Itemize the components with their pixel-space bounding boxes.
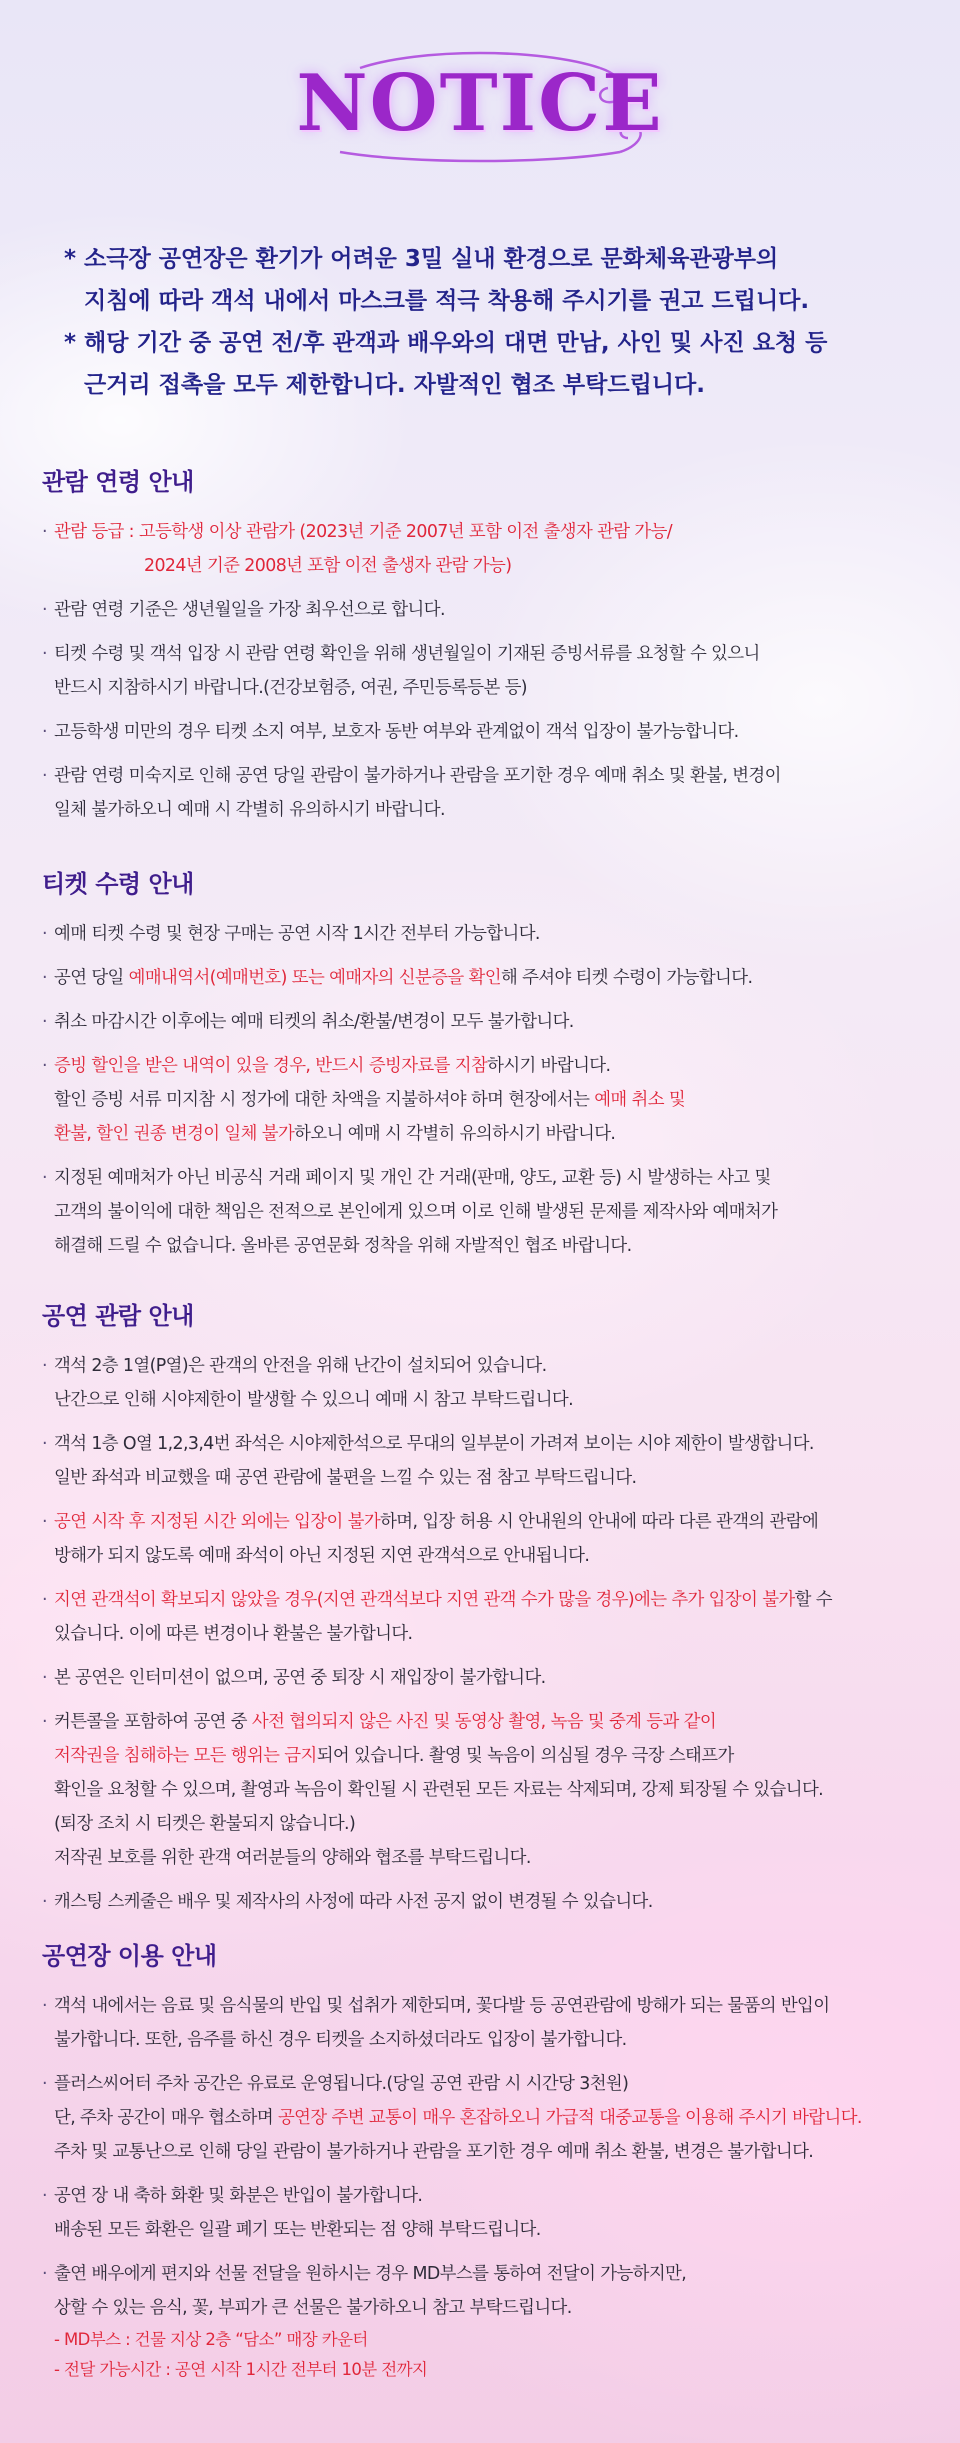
item-line: 상할 수 있는 음식, 꽃, 부피가 큰 선물은 불가하오니 참고 부탁드립니다. <box>54 2298 572 2318</box>
item-text: 하시기 바랍니다. <box>487 1056 611 1076</box>
item-line: · 객석 내에서는 음료 및 음식물의 반입 및 섭취가 제한되며, 꽃다발 등 공연관람에 방해가 되는 물품의 반입이 <box>54 1996 830 2016</box>
item-line: · 관람 연령 미숙지로 인해 공연 당일 관람이 불가하거나 관람을 포기한 경우 예매 취소 및 환불, 변경이 <box>54 766 781 786</box>
notice-line: 근거리 접촉을 모두 제한합니다. 자발적인 협조 부탁드립니다. <box>84 372 705 398</box>
item-text-highlight: 공연장 주변 교통이 매우 혼잡하오니 가급적 대중교통을 이용해 주시기 바랍니다. <box>277 2108 862 2128</box>
list-item <box>42 515 932 583</box>
list-item <box>42 2067 932 2169</box>
list-item <box>42 917 932 951</box>
list-item <box>42 637 932 705</box>
item-line: 2024년 기준 2008년 포함 이전 출생자 관람 가능) <box>144 556 512 576</box>
item-text-highlight: 공연 시작 후 지정된 시간 외에는 입장이 불가 <box>54 1512 381 1532</box>
item-line: · 출연 배우에게 편지와 선물 전달을 원하시는 경우 MD부스를 통하여 전달이 가능하지만, <box>54 2264 687 2284</box>
section-ticket-pickup <box>42 864 932 1273</box>
item-line: 고객의 불이익에 대한 책임은 전적으로 본인에게 있으며 이로 인해 발생된 문제를 제작사와 예매처가 <box>54 1202 778 1222</box>
list-item <box>42 1049 932 1151</box>
list-item <box>42 593 932 627</box>
item-line: · 지정된 예매처가 아닌 비공식 거래 페이지 및 개인 간 거래(판매, 양도, 교환 등) 시 발생하는 사고 및 <box>54 1168 771 1188</box>
item-text: 공연 당일 <box>54 968 129 988</box>
item-line: 불가합니다. 또한, 음주를 하신 경우 티켓을 소지하셨더라도 입장이 불가합니다. <box>54 2030 627 2050</box>
item-line: (퇴장 조치 시 티켓은 환불되지 않습니다.) <box>54 1814 356 1834</box>
item-text: 되어 있습니다. 촬영 및 녹음이 의심될 경우 극장 스태프가 <box>316 1746 734 1766</box>
item-text: 해 주셔야 티켓 수령이 가능합니다. <box>500 968 753 988</box>
list-item <box>42 2257 932 2385</box>
notice-line: * 해당 기간 중 공연 전/후 관객과 배우와의 대면 만남, 사인 및 사진 요청 등 <box>64 330 828 356</box>
item-line: 주차 및 교통난으로 인해 당일 관람이 불가하거나 관람을 포기한 경우 예매 취소 환불, 변경은 불가합니다. <box>54 2142 814 2162</box>
section-venue <box>42 1936 932 2395</box>
item-text: 하며, 입장 허용 시 안내원의 안내에 따라 다른 관객의 관람에 <box>380 1512 819 1532</box>
item-line <box>54 1705 932 1739</box>
item-line <box>54 1049 932 1083</box>
section-title: 관람 연령 안내 <box>42 468 194 496</box>
page-title: NOTICE <box>296 58 664 149</box>
md-booth-location: - MD부스 : 건물 지상 2층 “담소” 매장 카운터 <box>54 2330 368 2349</box>
item-line: 방해가 되지 않도록 예매 좌석이 아닌 지정된 지연 관객석으로 안내됩니다. <box>54 1546 590 1566</box>
list-item <box>42 715 932 749</box>
notice-header <box>0 40 960 170</box>
item-text: 커튼콜을 포함하여 공연 중 <box>54 1712 252 1732</box>
item-text-highlight: 저작권을 침해하는 모든 행위는 금지 <box>54 1746 317 1766</box>
item-line <box>54 2101 932 2135</box>
item-line <box>54 1583 932 1617</box>
list-item <box>42 1505 932 1573</box>
item-line: 있습니다. 이에 따른 변경이나 환불은 불가합니다. <box>54 1624 413 1644</box>
list-item <box>42 2179 932 2247</box>
item-line <box>54 1117 932 1151</box>
list-item <box>42 1583 932 1651</box>
item-line: · 객석 1층 O열 1,2,3,4번 좌석은 시야제한석으로 무대의 일부분이 가려져 보이는 시야 제한이 발생합니다. <box>54 1434 814 1454</box>
item-line: 배송된 모든 화환은 일괄 폐기 또는 반환되는 점 양해 부탁드립니다. <box>54 2220 541 2240</box>
delivery-time: - 전달 가능시간 : 공연 시작 1시간 전부터 10분 전까지 <box>54 2360 428 2379</box>
item-text-highlight: 사전 협의되지 않은 사진 및 동영상 촬영, 녹음 및 중계 등과 같이 <box>251 1712 717 1732</box>
item-line: 난간으로 인해 시야제한이 발생할 수 있으니 예매 시 참고 부탁드립니다. <box>54 1390 574 1410</box>
item-line: 반드시 지참하시기 바랍니다.(건강보험증, 여권, 주민등록등본 등) <box>54 678 527 698</box>
item-text: 할인 증빙 서류 미지참 시 정가에 대한 차액을 지불하셔야 하며 현장에서는 <box>54 1090 595 1110</box>
section-title: 티켓 수령 안내 <box>42 870 194 898</box>
item-line <box>54 1505 932 1539</box>
list-item <box>42 1005 932 1039</box>
item-line: · 관람 연령 기준은 생년월일을 가장 최우선으로 합니다. <box>54 600 445 620</box>
item-line: · 공연 장 내 축하 화환 및 화분은 반입이 불가합니다. <box>54 2186 423 2206</box>
item-text: 하오니 예매 시 각별히 유의하시기 바랍니다. <box>294 1124 616 1144</box>
item-line: · 고등학생 미만의 경우 티켓 소지 여부, 보호자 동반 여부와 관계없이 객석 입장이 불가능합니다. <box>54 722 739 742</box>
notice-line: * 소극장 공연장은 환기가 어려운 3밀 실내 환경으로 문화체육관광부의 <box>64 246 779 272</box>
item-line: · 본 공연은 인터미션이 없으며, 공연 중 퇴장 시 재입장이 불가합니다. <box>54 1668 546 1688</box>
notice-line: 지침에 따라 객석 내에서 마스크를 적극 착용해 주시기를 권고 드립니다. <box>84 288 810 314</box>
item-line: 일반 좌석과 비교했을 때 공연 관람에 불편을 느낄 수 있는 점 참고 부탁드립니다. <box>54 1468 637 1488</box>
item-line: · 객석 2층 1열(P열)은 관객의 안전을 위해 난간이 설치되어 있습니다. <box>54 1356 547 1376</box>
item-line: · 티켓 수령 및 객석 입장 시 관람 연령 확인을 위해 생년월일이 기재된 증빙서류를 요청할 수 있으니 <box>54 644 760 664</box>
item-text-highlight: 증빙 할인을 받은 내역이 있을 경우, 반드시 증빙자료를 지참 <box>54 1056 488 1076</box>
item-line <box>54 961 932 995</box>
list-item <box>42 1427 932 1495</box>
list-item <box>42 1705 932 1875</box>
list-item <box>42 759 932 827</box>
item-text-highlight: 지연 관객석이 확보되지 않았을 경우(지연 관객석보다 지연 관객 수가 많을 경우)에는 추가 입장이 불가 <box>54 1590 795 1610</box>
item-line: 해결해 드릴 수 없습니다. 올바른 공연문화 정착을 위해 자발적인 협조 바랍니다. <box>54 1236 632 1256</box>
item-line: 일체 불가하오니 예매 시 각별히 유의하시기 바랍니다. <box>54 800 445 820</box>
section-viewing <box>42 1296 932 1929</box>
item-line: 저작권 보호를 위한 관객 여러분들의 양해와 협조를 부탁드립니다. <box>54 1848 531 1868</box>
list-item <box>42 1885 932 1919</box>
item-line: 확인을 요청할 수 있으며, 촬영과 녹음이 확인될 시 관련된 모든 자료는 삭제되며, 강제 퇴장될 수 있습니다. <box>54 1780 824 1800</box>
item-line: · 플러스씨어터 주차 공간은 유료로 운영됩니다.(당일 공연 관람 시 시간당 3천원) <box>54 2074 629 2094</box>
list-item <box>42 1661 932 1695</box>
item-line <box>54 1739 932 1773</box>
section-title: 공연 관람 안내 <box>42 1302 194 1330</box>
section-title: 공연장 이용 안내 <box>42 1942 217 1970</box>
section-age-rating <box>42 462 932 837</box>
item-line: · 캐스팅 스케줄은 배우 및 제작사의 사정에 따라 사전 공지 없이 변경될 수 있습니다. <box>54 1892 653 1912</box>
item-text-highlight: 예매 취소 및 <box>594 1090 686 1110</box>
item-text-highlight: 예매내역서(예매번호) 또는 예매자의 신분증을 확인 <box>128 968 501 988</box>
list-item <box>42 1161 932 1263</box>
covid-notice <box>64 238 924 406</box>
list-item <box>42 1349 932 1417</box>
item-text: 단, 주차 공간이 매우 협소하며 <box>54 2108 278 2128</box>
item-line: · 예매 티켓 수령 및 현장 구매는 공연 시작 1시간 전부터 가능합니다. <box>54 924 540 944</box>
item-line: · 관람 등급 : 고등학생 이상 관람가 (2023년 기준 2007년 포함 이전 출생자 관람 가능/ <box>54 522 673 542</box>
list-item <box>42 961 932 995</box>
list-item <box>42 1989 932 2057</box>
item-line: · 취소 마감시간 이후에는 예매 티켓의 취소/환불/변경이 모두 불가합니다. <box>54 1012 574 1032</box>
item-line <box>54 1083 932 1117</box>
item-text-highlight: 환불, 할인 권종 변경이 일체 불가 <box>54 1124 295 1144</box>
item-text: 할 수 <box>794 1590 832 1610</box>
